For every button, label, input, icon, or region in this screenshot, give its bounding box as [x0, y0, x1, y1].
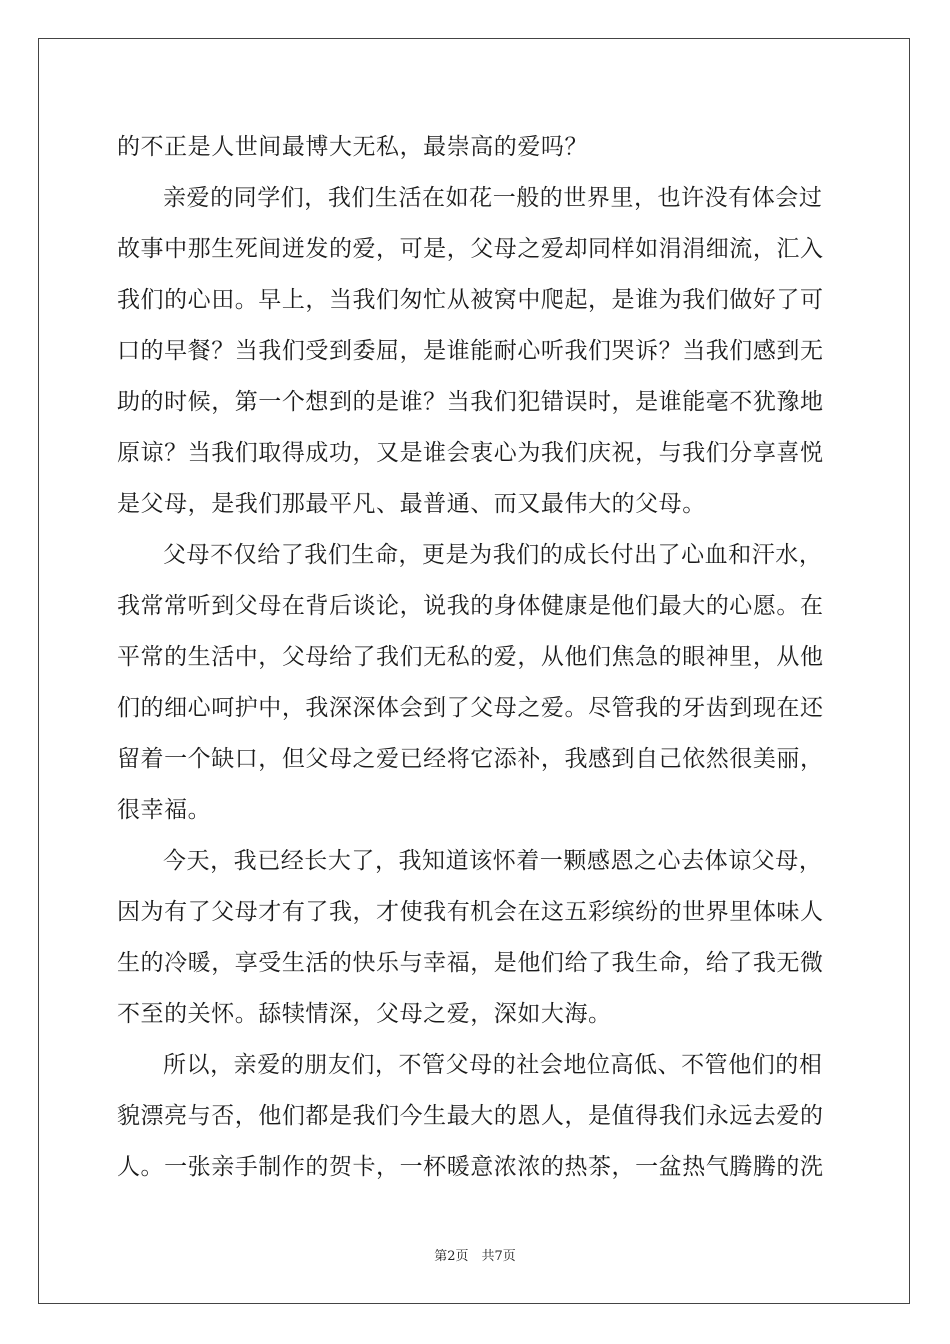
page-number: 第2页 共7页: [434, 1249, 516, 1264]
text-line: 原谅？当我们取得成功，又是谁会衷心为我们庆祝，与我们分享喜悦: [117, 440, 824, 466]
text-line: 平常的生活中，父母给了我们无私的爱，从他们焦急的眼神里，从他: [117, 644, 824, 670]
text-line: 是父母，是我们那最平凡、最普通、而又最伟大的父母。: [117, 491, 706, 517]
text-line: 故事中那生死间迸发的爱，可是，父母之爱却同样如涓涓细流，汇入: [117, 236, 824, 262]
text-line: 亲爱的同学们，我们生活在如花一般的世界里，也许没有体会过: [163, 185, 823, 211]
text-line: 所以，亲爱的朋友们，不管父母的社会地位高低、不管他们的相: [163, 1052, 823, 1078]
text-line: 很幸福。: [117, 797, 212, 823]
text-line: 留着一个缺口，但父母之爱已经将它添补，我感到自己依然很美丽，: [117, 746, 824, 772]
text-line: 父母不仅给了我们生命，更是为我们的成长付出了心血和汗水，: [163, 542, 823, 568]
text-line: 人。一张亲手制作的贺卡，一杯暖意浓浓的热茶，一盆热气腾腾的洗: [117, 1154, 824, 1180]
text-line: 貌漂亮与否，他们都是我们今生最大的恩人，是值得我们永远去爱的: [117, 1103, 824, 1129]
text-line: 因为有了父母才有了我，才使我有机会在这五彩缤纷的世界里体味人: [117, 899, 824, 925]
text-line: 不至的关怀。舔犊情深，父母之爱，深如大海。: [117, 1001, 612, 1027]
document-body: [117, 122, 833, 1193]
text-line: 生的冷暖，享受生活的快乐与幸福，是他们给了我生命，给了我无微: [117, 950, 824, 976]
text-line: 口的早餐？当我们受到委屈，是谁能耐心听我们哭诉？当我们感到无: [117, 338, 824, 364]
text-line: 今天，我已经长大了，我知道该怀着一颗感恩之心去体谅父母，: [163, 848, 823, 874]
text-line: 们的细心呵护中，我深深体会到了父母之爱。尽管我的牙齿到现在还: [117, 695, 824, 721]
text-line: 助的时候，第一个想到的是谁？当我们犯错误时，是谁能毫不犹豫地: [117, 389, 824, 415]
text-line: 我们的心田。早上，当我们匆忙从被窝中爬起，是谁为我们做好了可: [117, 287, 824, 313]
text-line: 我常常听到父母在背后谈论，说我的身体健康是他们最大的心愿。在: [117, 593, 824, 619]
text-line: 的不正是人世间最博大无私，最崇高的爱吗？: [117, 134, 588, 160]
